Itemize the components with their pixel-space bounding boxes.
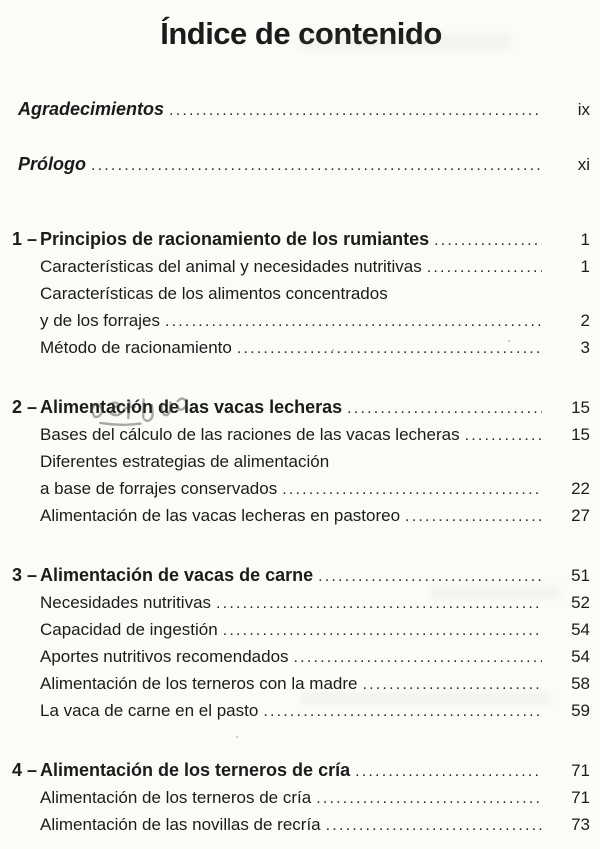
chapter-number: 1 – <box>12 229 38 249</box>
entry-label: Características del animal y necesidades nutritivas <box>40 257 422 276</box>
dot-leader <box>347 395 542 422</box>
dot-leader <box>263 698 542 725</box>
chapter-heading <box>12 562 590 589</box>
entry-label: Principios de racionamiento de los rumiantes <box>40 229 430 249</box>
chapter-number: 4 – <box>12 760 38 780</box>
dot-leader <box>216 590 542 617</box>
toc-entry <box>40 448 590 475</box>
front-matter-entry <box>18 151 590 178</box>
entry-page-number: 15 <box>571 425 590 444</box>
entry-label: Alimentación de las vacas lecheras <box>40 397 343 417</box>
dot-leader <box>91 152 542 179</box>
toc-entry <box>40 643 590 670</box>
entry-page-number: 1 <box>580 257 590 276</box>
toc-entry <box>40 616 590 643</box>
entry-label: Alimentación de vacas de carne <box>40 565 314 585</box>
entry-page-number: 3 <box>580 338 590 357</box>
page-title: Índice de contenido <box>160 16 442 51</box>
entry-label: Alimentación de las novillas de recría <box>40 815 321 834</box>
entry-label: y de los forrajes <box>40 311 160 330</box>
entry-label: La vaca de carne en el pasto <box>40 701 259 720</box>
entry-page-number: 73 <box>571 815 590 834</box>
toc-entry <box>40 253 590 280</box>
toc-entry <box>40 811 590 838</box>
entry-label: Prólogo <box>18 154 86 174</box>
entry-page-number: 2 <box>580 311 590 330</box>
chapter-number: 2 – <box>12 397 38 417</box>
toc-entry <box>40 784 590 811</box>
dot-leader <box>318 563 542 590</box>
dot-leader <box>316 785 542 812</box>
entry-page-number: 51 <box>571 566 590 585</box>
dot-leader <box>169 97 542 124</box>
chapter-block <box>12 757 590 838</box>
toc-entry <box>40 589 590 616</box>
chapter-heading <box>12 757 590 784</box>
entry-label: Alimentación de los terneros de cría <box>40 760 351 780</box>
entry-page-number: 22 <box>571 479 590 498</box>
entry-page-number: 54 <box>571 620 590 639</box>
front-matter-entry <box>18 96 590 123</box>
entry-label: Bases del cálculo de las raciones de las vacas lecheras <box>40 425 460 444</box>
entry-label: Características de los alimentos concentrados <box>40 284 388 303</box>
dot-leader <box>282 476 542 503</box>
entry-label: Alimentación de los terneros con la madre <box>40 674 358 693</box>
dot-leader <box>326 812 542 839</box>
entry-page-number: 54 <box>571 647 590 666</box>
dot-leader <box>363 671 543 698</box>
entry-page-number: 71 <box>571 761 590 780</box>
dot-leader <box>465 422 542 449</box>
dot-leader <box>427 254 542 281</box>
entry-page-number: 1 <box>580 230 590 249</box>
chapters-list <box>12 226 590 838</box>
entry-page-number: 71 <box>571 788 590 807</box>
entry-page-number: 15 <box>571 398 590 417</box>
entry-label: a base de forrajes conservados <box>40 479 278 498</box>
entry-page-number: 27 <box>571 506 590 525</box>
dot-leader <box>294 644 542 671</box>
entry-label: Método de racionamiento <box>40 338 232 357</box>
chapter-number: 3 – <box>12 565 38 585</box>
entry-page-number: 52 <box>571 593 590 612</box>
entry-label: Diferentes estrategias de alimentación <box>40 452 330 471</box>
dot-leader <box>355 758 542 785</box>
entry-label: Necesidades nutritivas <box>40 593 212 612</box>
dot-leader <box>223 617 542 644</box>
dot-leader <box>434 227 542 254</box>
chapter-block <box>12 394 590 529</box>
dot-leader <box>237 335 542 362</box>
toc-entry <box>40 307 590 334</box>
entry-page-number: xi <box>577 155 590 174</box>
toc-entry <box>40 697 590 724</box>
toc-entry <box>40 280 590 307</box>
toc-entry <box>40 670 590 697</box>
entry-page-number: 59 <box>571 701 590 720</box>
chapter-heading <box>12 226 590 253</box>
entry-label: Aportes nutritivos recomendados <box>40 647 289 666</box>
front-matter-list <box>12 96 590 178</box>
entry-label: Agradecimientos <box>18 99 165 119</box>
toc-entry <box>40 421 590 448</box>
dot-leader <box>405 503 542 530</box>
entry-label: Capacidad de ingestión <box>40 620 218 639</box>
toc-entry <box>40 475 590 502</box>
entry-label: Alimentación de los terneros de cría <box>40 788 312 807</box>
toc-entry <box>40 502 590 529</box>
chapter-block <box>12 562 590 724</box>
entry-page-number: 58 <box>571 674 590 693</box>
toc-entry <box>40 334 590 361</box>
chapter-heading <box>12 394 590 421</box>
entry-label: Alimentación de las vacas lecheras en pastoreo <box>40 506 401 525</box>
dot-leader <box>165 308 542 335</box>
chapter-block <box>12 226 590 361</box>
entry-page-number: ix <box>577 100 590 119</box>
